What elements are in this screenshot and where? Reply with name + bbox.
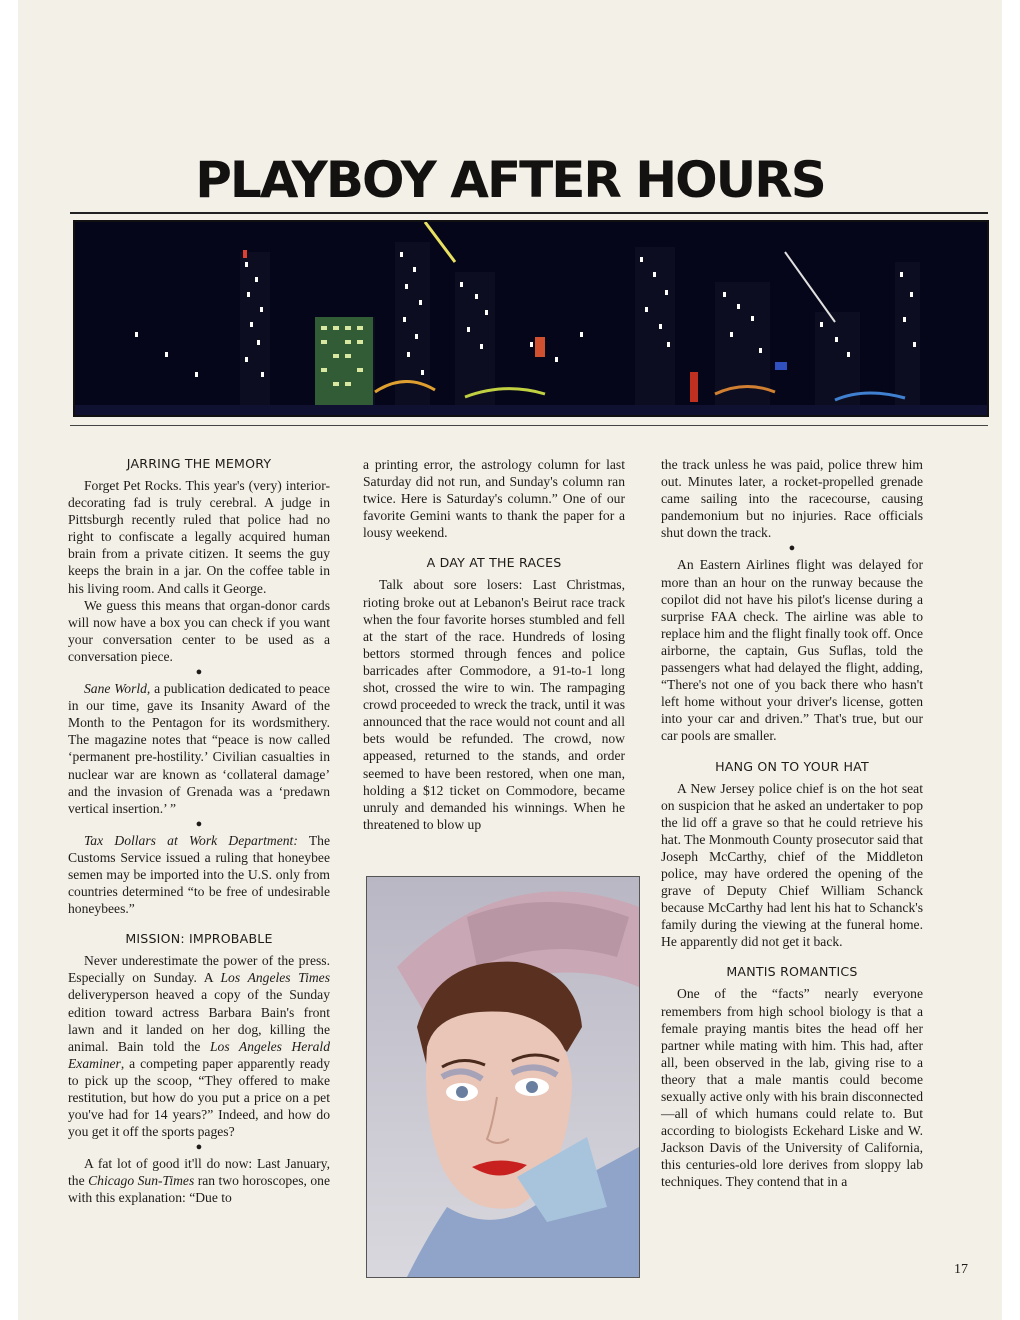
bullet-separator: ● bbox=[195, 666, 203, 679]
magazine-page bbox=[18, 0, 1002, 1320]
paragraph: a printing error, the astrology column for last Saturday did not run, and Sunday's column ran twice. Here is Saturday's column.” One of our favorite Gemini wants to thank the paper for a lousy weekend. bbox=[363, 457, 625, 541]
italic-title: Los Angeles Times bbox=[220, 970, 330, 986]
heading-mission-improbable: MISSION: IMPROBABLE bbox=[125, 931, 273, 947]
italic-title: Tax Dollars at Work Department: bbox=[84, 832, 298, 848]
paragraph: Forget Pet Rocks. This year's (very) interior-decorating fad is truly cerebral. A judge in Pittsburgh recently ruled that police had no right to confiscate a legally acquired human brain from a private citizen. It seems the guy keeps the brain in a jar. On the coffee table in his living room. And calls it George. bbox=[68, 478, 330, 596]
article-column-2 bbox=[363, 456, 625, 833]
paragraph: We guess this means that organ-donor cards will now have a box you can check if you want your conversation center to be used as a conversation piece. bbox=[68, 597, 330, 664]
paragraph bbox=[68, 952, 330, 1140]
paragraph bbox=[68, 1155, 330, 1206]
paragraph: A New Jersey police chief is on the hot seat on suspicion that he asked an undertaker to pop the lid off a grave so that he could retrieve his hat. The Monmouth County prosecutor said that Joseph McCarthy, chief of the Middleton police, may have ordered the opening of the grave of Deputy Chief William Schanck because McCarthy had lent his hat to Schanck's family during the viewing at the funeral home. He apparently did not get it back. bbox=[661, 780, 923, 950]
article-column-3 bbox=[661, 456, 923, 1191]
heading-jarring-the-memory: JARRING THE MEMORY bbox=[126, 456, 272, 471]
italic-title: Los Angeles Herald Examiner bbox=[68, 1038, 330, 1071]
paragraph: An Eastern Airlines flight was delayed for more than an hour on the runway because the copilot did not have his pilot's license during a surprise FAA check. The airline was able to replace him and the flight finally took off. Once airborne, the captain, Gus Suflas, told the passengers what had delayed the flight, adding, “There's not one of you back there who hasn't left home without your driver's license, gotten into your car and driven.” That's true, but our car pools are smaller. bbox=[661, 557, 923, 744]
paragraph-text: Never underestimate the power of the press. Especially on Sunday. A bbox=[68, 953, 330, 986]
page-title: PLAYBOY AFTER HOURS bbox=[195, 151, 825, 209]
italic-title: Chicago Sun-Times bbox=[88, 1173, 195, 1189]
paragraph-text: a publication dedicated to peace in our time, gave its Insanity Award of the Month to the Pentagon for its wordsmithery. The magazine notes that “peace is now called ‘permanent pre-hostility.’ Civilian casualties in nuclear war are known as ‘collateral damage’ and the invasion of Grenada was a ‘predawn vertical insertion.’ ” bbox=[68, 681, 330, 816]
paragraph bbox=[68, 832, 330, 917]
woman-portrait-hat-icon bbox=[366, 876, 640, 1278]
article-column-1 bbox=[68, 456, 330, 1207]
paragraph: the track unless he was paid, police threw him out. Minutes later, a rocket-propelled grenade came sailing into the racecourse, causing pandemonium but no injuries. Race officials shut down the track. bbox=[661, 457, 923, 541]
section-rule bbox=[70, 425, 988, 426]
paragraph bbox=[68, 680, 330, 817]
bullet-separator: ● bbox=[788, 542, 796, 555]
paragraph-text: , a competing paper apparently ready to pick up the scoop, “They offered to make restitution, but how do you put a price on a pet you've had for 14 years?” Indeed, and how do you get it off the sports pages? bbox=[68, 1055, 330, 1140]
heading-mantis-romantics: MANTIS ROMANTICS bbox=[726, 964, 858, 980]
paragraph-text: ran two horoscopes, one with this explanation: “Due to bbox=[68, 1173, 331, 1206]
heading-a-day-at-the-races: A DAY AT THE RACES bbox=[426, 555, 562, 571]
paragraph-text: The Customs Service issued a ruling that honeybee semen may be imported into the U.S. only from countries determined “to be free of undesirable honeybees.” bbox=[68, 832, 330, 917]
bullet-separator: ● bbox=[195, 817, 203, 830]
page-number: 17 bbox=[954, 1262, 968, 1277]
bullet-separator: ● bbox=[195, 1141, 203, 1154]
paragraph: One of the “facts” nearly everyone remembers from high school biology is that a female praying mantis bites the head off her partner while mating with him. This had, after all, been observed in the lab, giving rise to a theory that a male mantis could become sexually active only with his brain disconnected—all of which humans could relate to. But according to biologists Eckehard Liske and W. Jackson Davis of the University of California, this centuries-old lore derives from sloppy lab techniques. They contend that in a bbox=[661, 986, 923, 1190]
paragraph-text: A fat lot of good it'll do now: Last January, the bbox=[68, 1156, 330, 1189]
heading-hang-on-to-your-hat: HANG ON TO YOUR HAT bbox=[715, 758, 869, 774]
paragraph: Talk about sore losers: Last Christmas, rioting broke out at Lebanon's Beirut race track when the four favorite horses stumbled and fell at the start of the race. Hundreds of losing bettors stormed through fences and police barricades after Commodore, a 91-to-1 long shot, crossed the wire to win. The rampaging crowd proceeded to wreck the track, until it was announced that the race would not count and all bets would be refunded. The crowd, now appeased, returned to the stands, and order seemed to have been restored, when one man, holding a $12 ticket on Commodore, became unruly and demanded his winnings. When he threatened to blow up bbox=[363, 577, 625, 832]
top-rule bbox=[70, 212, 988, 214]
city-skyline-night-icon bbox=[73, 220, 989, 417]
paragraph-text: deliveryperson heaved a copy of the Sunday edition toward actress Barbara Bain's front lawn and it landed on her dog, killing the animal. Bain told the bbox=[68, 987, 330, 1054]
italic-title: Sane World, bbox=[84, 681, 151, 697]
